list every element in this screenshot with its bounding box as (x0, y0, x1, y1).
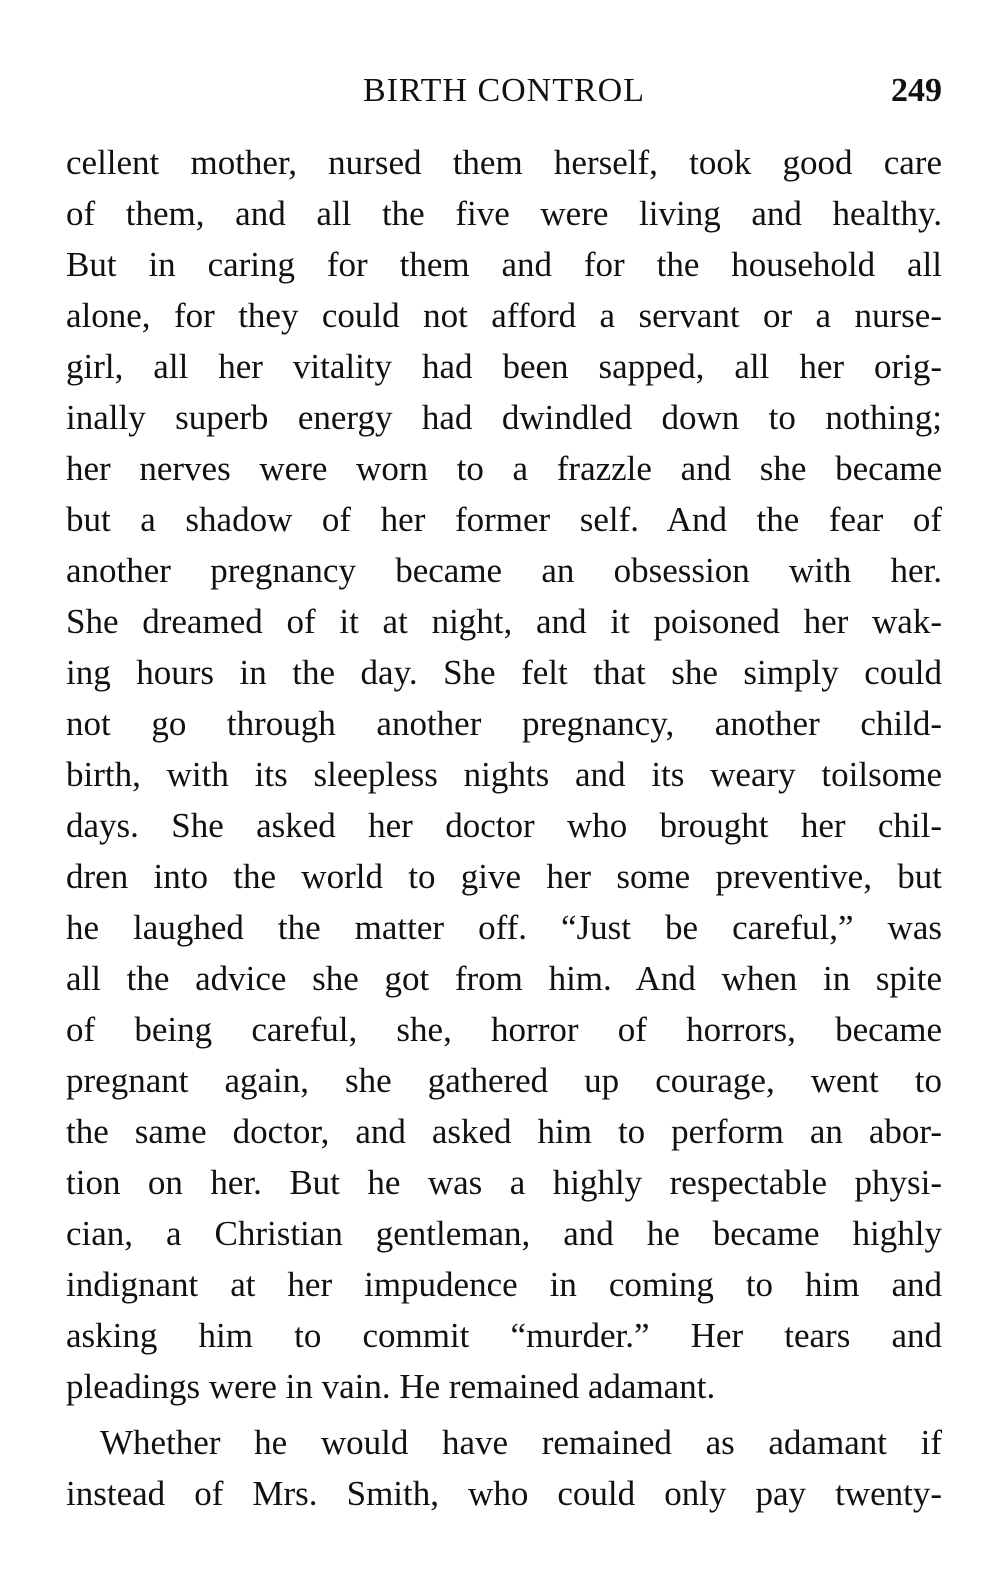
text-line: dren into the world to give her some preventive, but (66, 857, 942, 896)
text-line: he laughed the matter off. “Just be careful,” was (66, 908, 942, 947)
text-line: Whether he would have remained as adamant if (100, 1423, 942, 1462)
text-line: tion on her. But he was a highly respectable physi- (66, 1163, 942, 1202)
text-line: of them, and all the five were living and healthy. (66, 194, 942, 233)
body-text (66, 137, 942, 1519)
text-line: alone, for they could not afford a servant or a nurse- (66, 296, 942, 335)
paragraph-2 (66, 1417, 942, 1519)
text-line: days. She asked her doctor who brought her chil- (66, 806, 942, 845)
text-line: indignant at her impudence in coming to him and (66, 1265, 942, 1304)
text-line: pregnant again, she gathered up courage, went to (66, 1061, 942, 1100)
running-title: BIRTH CONTROL (362, 72, 645, 109)
text-line: ing hours in the day. She felt that she simply could (66, 653, 942, 692)
text-line: asking him to commit “murder.” Her tears and (66, 1316, 942, 1355)
text-line: the same doctor, and asked him to perform an abor- (66, 1112, 942, 1151)
paragraph-1 (66, 137, 942, 1412)
text-line: not go through another pregnancy, another child- (66, 704, 942, 743)
text-line: But in caring for them and for the household all (66, 245, 942, 284)
text-line: all the advice she got from him. And when in spite (66, 959, 942, 998)
text-line: girl, all her vitality had been sapped, all her orig- (66, 347, 942, 386)
text-line: birth, with its sleepless nights and its weary toilsome (66, 755, 942, 794)
page-number: 249 (891, 72, 942, 109)
text-line: another pregnancy became an obsession with her. (66, 551, 942, 590)
page-header (66, 66, 942, 116)
text-line: cian, a Christian gentleman, and he became highly (66, 1214, 942, 1253)
text-line: pleadings were in vain. He remained adamant. (66, 1367, 716, 1406)
text-line: inally superb energy had dwindled down to nothing; (66, 398, 942, 437)
text-line: cellent mother, nursed them herself, took good care (66, 143, 942, 182)
text-line: instead of Mrs. Smith, who could only pay twenty- (66, 1474, 942, 1513)
text-line: She dreamed of it at night, and it poisoned her wak- (66, 602, 942, 641)
text-line: of being careful, she, horror of horrors, became (66, 1010, 942, 1049)
text-line: but a shadow of her former self. And the fear of (66, 500, 942, 539)
text-line: her nerves were worn to a frazzle and she became (66, 449, 942, 488)
